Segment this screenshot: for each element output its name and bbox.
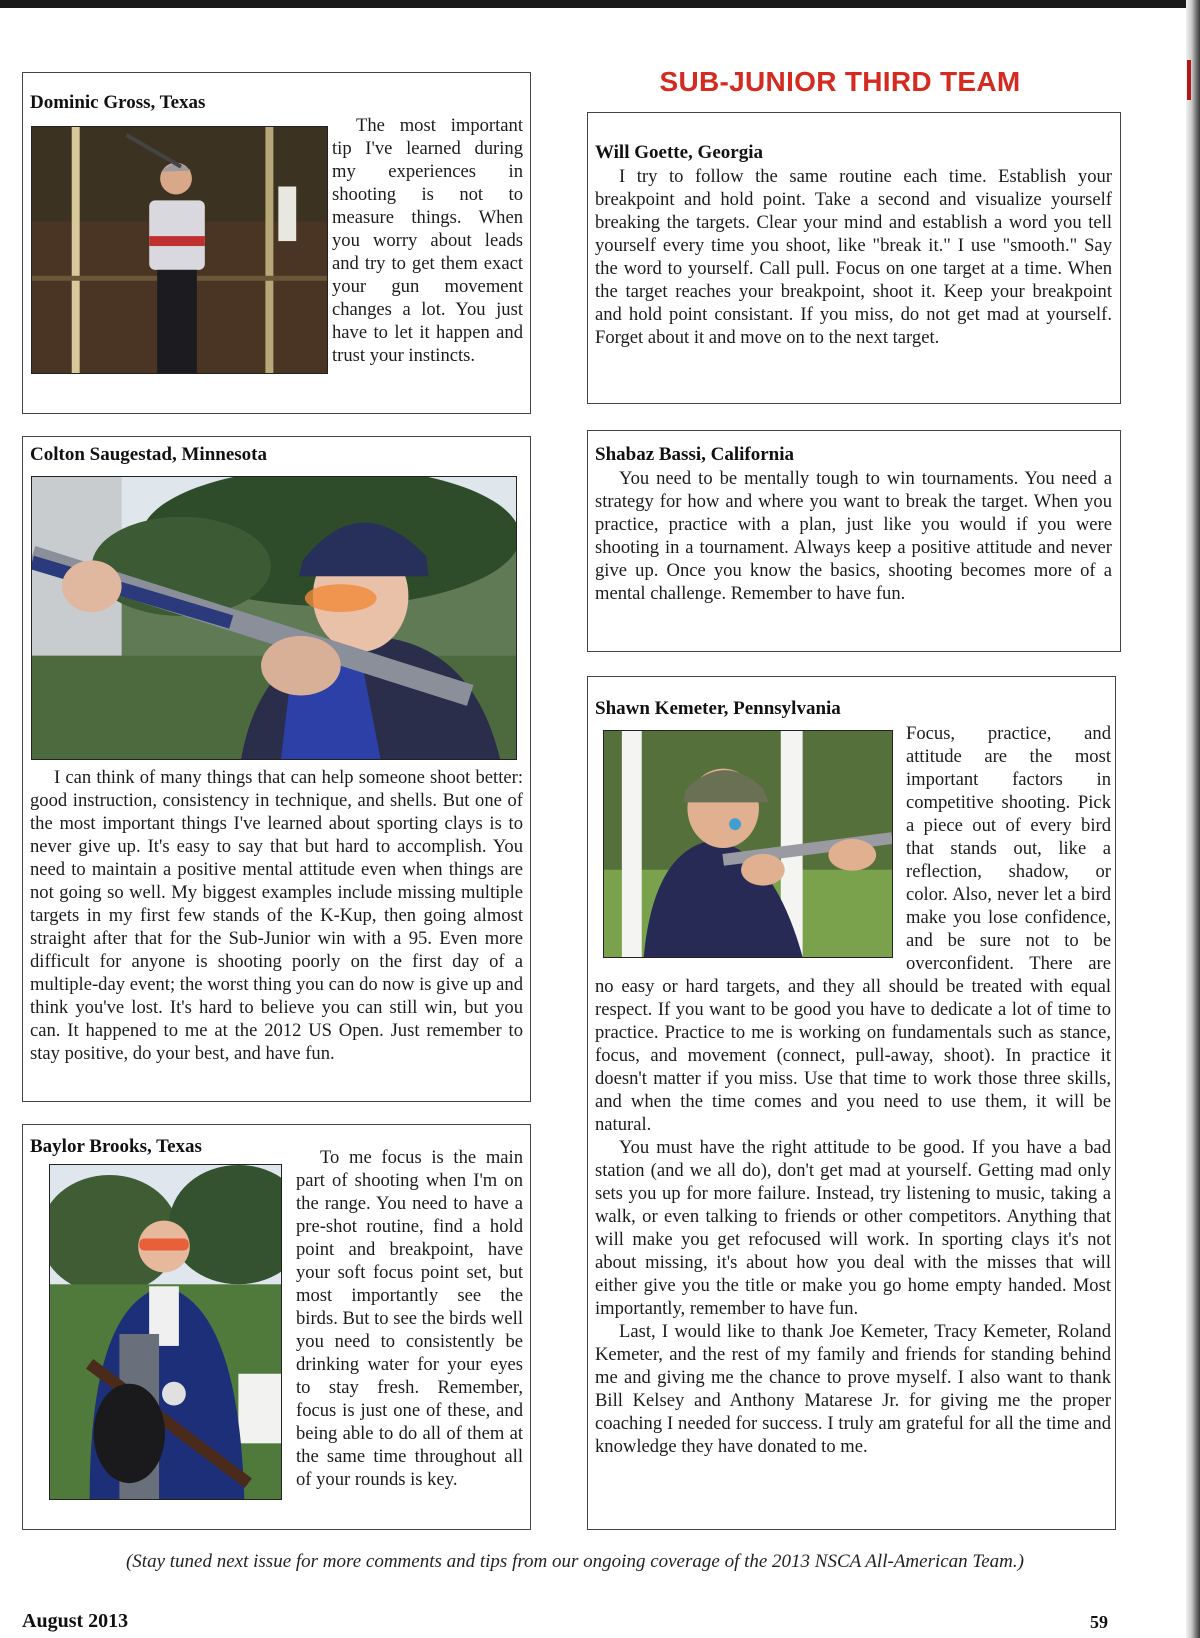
photo-colton-shooter xyxy=(31,476,517,760)
issue-date: August 2013 xyxy=(22,1610,129,1632)
paragraph: I can think of many things that can help someone shoot better: good instruction, consistency in technique, and shells. But one of the most important things I've learned about sporting clays is to never give up. It's easy to say that but hard to accomplish. You need to maintain a positive mental attitude even when things are not going so well. My biggest examples include missing multiple targets in my first few stands of the K-Kup, then going almost straight after that for the Sub-Junior win with a 95. Even more difficult for anyone is shooting poorly on the first day of a multiple-day event; the worst thing you can do now is give up and think you've lost. It's hard to believe you can still win, but you can. It happened to me at the 2012 US Open. Just remember to stay positive, do your best, and have fun. xyxy=(30,767,523,1064)
paragraph: You need to be mentally tough to win tournaments. You need a strategy for how and where you want to break the target. When you practice, practice with a plan, just like you would if you were shooting in a tournament. Always keep a positive attitude and never give up. Once you know the basics, shooting becomes more of a mental challenge. Remember to have fun. xyxy=(595,468,1112,604)
profile-text-will xyxy=(595,165,1112,349)
profile-text-shawn xyxy=(595,722,1111,1458)
profile-name-dominic: Dominic Gross, Texas xyxy=(30,92,206,113)
paragraph: I try to follow the same routine each time. Establish your breakpoint and hold point. Take a second and visualize yourself breaking the targets. Clear your mind and establish a word you tell yourself every time you shoot, like "break it." I use "smooth." Say the word to yourself. Call pull. Focus on one target at a time. When the target reaches your breakpoint, shoot it. Keep your breakpoint and hold point consistant. If you miss, do not get mad at yourself. Forget about it and move on to the next target. xyxy=(595,166,1112,348)
profile-name-shabaz: Shabaz Bassi, California xyxy=(595,444,795,465)
top-rule xyxy=(0,0,1200,8)
paragraph: Last, I would like to thank Joe Kemeter, Tracy Kemeter, Roland Kemeter, and the rest of my family and friends for standing behind me and giving me the chance to prove myself. I also want to thank Bill Kelsey and Anthony Matarese Jr. for giving me the proper coaching I needed for success. I truly am grateful for all the time and knowledge they have donated to me. xyxy=(595,1321,1111,1457)
page-edge-mark xyxy=(1187,60,1191,100)
paragraph: To me focus is the main part of shooting when I'm on the range. You need to have a pre-shot routine, find a hold point and breakpoint, have your soft focus point set, but most importantly see the birds. But to see the birds well you need to consistently be drinking water for your eyes to stay fresh. Remember, focus is just one of these, and being able to do all of them at the same time throughout all of your rounds is key. xyxy=(296,1147,523,1490)
photo-baylor-shooter xyxy=(49,1164,282,1500)
profile-name-shawn: Shawn Kemeter, Pennsylvania xyxy=(595,698,841,719)
paragraph: The most important tip I've learned during my experiences in shooting is not to measure things. When you worry about leads and try to get them exact your gun movement changes a lot. You just have to let it happen and trust your instincts. xyxy=(332,115,523,366)
paragraph: You must have the right attitude to be good. If you have a bad station (and we all do), don't get mad at yourself. Getting mad only sets you up for more failure. Instead, try listening to music, taking a walk, or even talking to friends or other competitors. Anything that will make you get refocused will work. In sporting clays it's not about missing, it's about how you deal with the misses that will either give you the title or make you go home empty handed. Most importantly, remember to have fun. xyxy=(595,1137,1111,1319)
profile-name-will: Will Goette, Georgia xyxy=(595,142,763,163)
photo-float-spacer xyxy=(595,722,906,954)
profile-name-colton: Colton Saugestad, Minnesota xyxy=(30,444,267,465)
profile-name-baylor: Baylor Brooks, Texas xyxy=(30,1136,202,1157)
footnote: (Stay tuned next issue for more comments and tips from our ongoing coverage of the 2013 NSCA All-American Team.) xyxy=(125,1551,1024,1572)
photo-dominic-shooter xyxy=(31,126,328,374)
page-number: 59 xyxy=(1090,1612,1108,1632)
section-heading: SUB-JUNIOR THIRD TEAM xyxy=(659,66,1021,97)
profile-text-dominic xyxy=(332,114,523,367)
profile-text-baylor xyxy=(296,1146,523,1491)
page-edge xyxy=(1186,0,1200,1638)
profile-text-colton xyxy=(30,766,523,1065)
paragraph: Focus, practice, and attitude are the most important factors in competitive shooting. Pick a piece out of every bird that stands out, like a reflection, shadow, or color. Also, never let a bird make you lose confidence, and be sure not to be overconfident. There are no easy or hard targets, and they all should be treated with equal respect. If you want to be good you have to dedicate a lot of time to practice. Practice to me is working on fundamentals such as stance, focus, and movement (connect, pull-away, shoot). In practice it doesn't matter if you miss. Use that time to work those three skills, and when the time comes and you need to use them, it will be natural. xyxy=(595,723,1111,1135)
profile-text-shabaz xyxy=(595,467,1112,605)
